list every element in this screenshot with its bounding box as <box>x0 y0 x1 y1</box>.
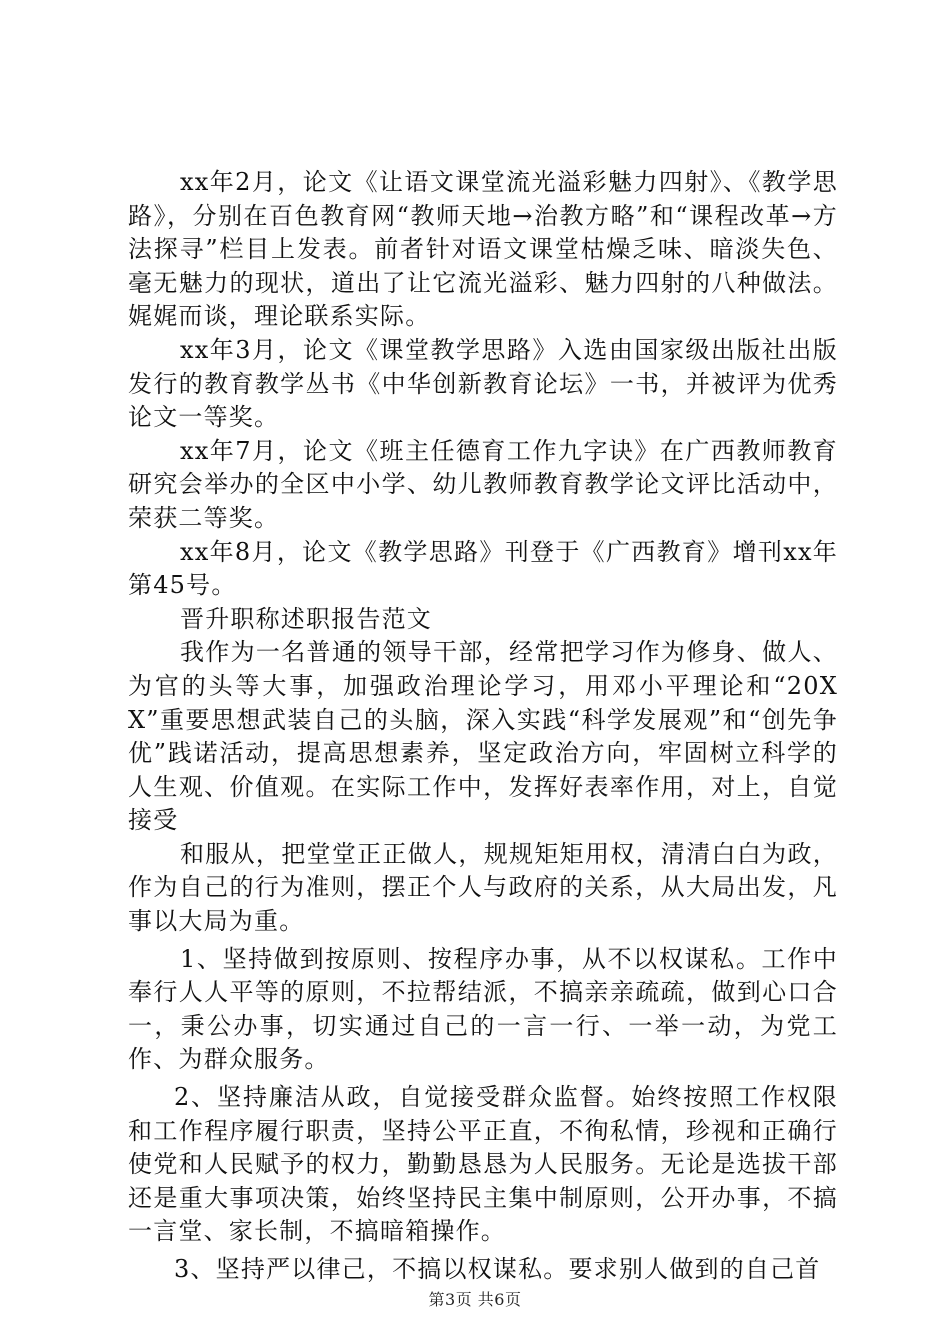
paragraph-paper-jul: xx年7月，论文《班主任德育工作九字诀》在广西教师教育研究会举办的全区中小学、幼儿教师教育教学论文评比活动中，荣获二等奖。 <box>128 436 838 532</box>
document-body <box>128 166 838 1287</box>
section-heading: 晋升职称述职报告范文 <box>180 604 432 633</box>
paragraph-item-1: 1、坚持做到按原则、按程序办事，从不以权谋私。工作中奉行人人平等的原则，不拉帮结派，不搞亲亲疏疏，做到心口合一，秉公办事，切实通过自己的一言一行、一举一动，为党工作、为群众服务。 <box>128 944 838 1074</box>
paragraph-paper-aug: xx年8月，论文《教学思路》刊登于《广西教育》增刊xx年第45号。 <box>128 537 838 600</box>
paragraph-obey: 和服从，把堂堂正正做人，规规矩矩用权，清清白白为政，作为自己的行为准则，摆正个人与政府的关系，从大局出发，凡事以大局为重。 <box>128 839 838 936</box>
paragraph-paper-mar: xx年3月，论文《课堂教学思路》入选由国家级出版社出版发行的教育教学丛书《中华创新教育论坛》一书，并被评为优秀论文一等奖。 <box>128 335 838 432</box>
paragraph-study: 我作为一名普通的领导干部，经常把学习作为修身、做人、为官的头等大事，加强政治理论学习，用邓小平理论和“20XX”重要思想武装自己的头脑，深入实践“科学发展观”和“创先争优”践诺活动，提高思想素养，坚定政治方向，牢固树立科学的人生观、价值观。在实际工作中，发挥好表率作用，对上，自觉接受 <box>128 638 838 835</box>
paragraph-item-3: 3、坚持严以律己，不搞以权谋私。要求别人做到的自己首 <box>174 1255 821 1283</box>
paragraph-item-2: 2、坚持廉洁从政，自觉接受群众监督。始终按照工作权限和工作程序履行职责，坚持公平正直，不徇私情，珍视和正确行使党和人民赋予的权力，勤勤恳恳为人民服务。无论是选拔干部还是重大事项决策，始终坚持民主集中制原则，公开办事，不搞一言堂、家长制，不搞暗箱操作。 <box>128 1083 838 1246</box>
paragraph-paper-feb: xx年2月，论文《让语文课堂流光溢彩魅力四射》、《教学思路》，分别在百色教育网“教师天地→治教方略”和“课程改革→方法探寻”栏目上发表。前者针对语文课堂枯燥乏味、暗淡失色、毫无魅力的现状，道出了让它流光溢彩、魅力四射的八种做法。娓娓而谈，理论联系实际。 <box>128 168 838 331</box>
page-number-footer: 第3页 共6页 <box>428 1290 522 1309</box>
